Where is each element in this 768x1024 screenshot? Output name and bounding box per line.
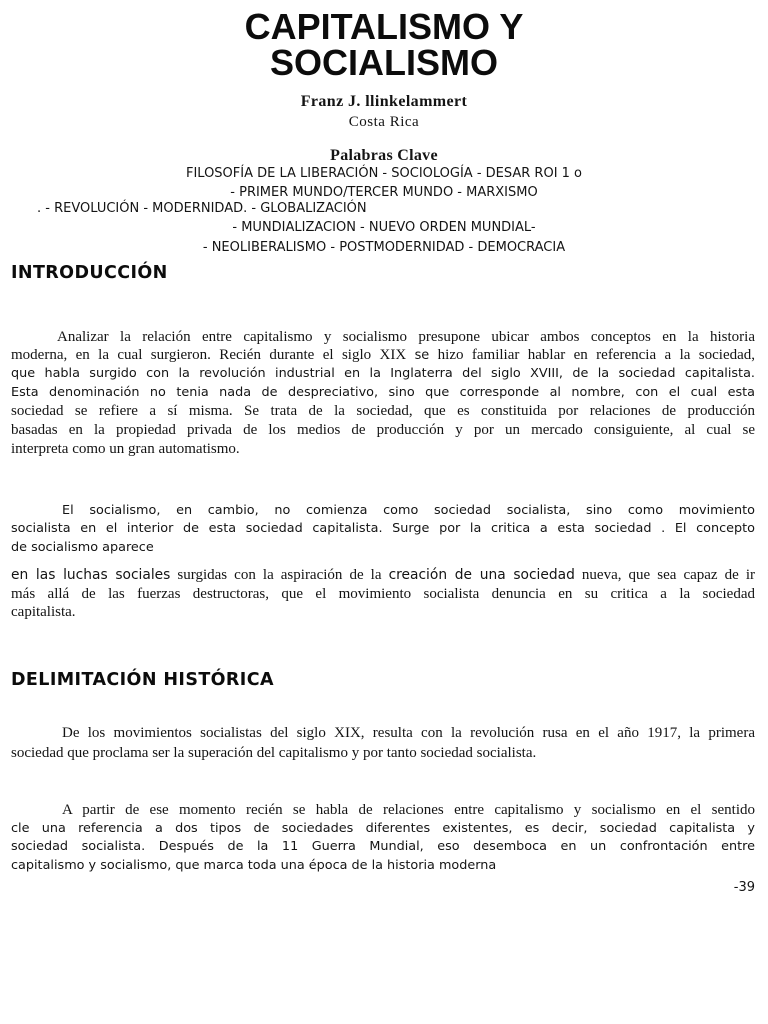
paragraph-line: [11, 346, 755, 364]
paragraph-line: sociedad que proclama ser la superación del capitalismo y por tanto sociedad socialista.: [11, 745, 537, 761]
title-line: SOCIALISMO: [269, 42, 498, 83]
keywords-line: - PRIMER MUNDO/TERCER MUNDO - MARXISMO: [230, 185, 538, 200]
text-run: en las luchas sociales: [11, 567, 171, 583]
paragraph-line: interpreta como un gran automatismo.: [11, 441, 240, 457]
author-name: Franz J. llinkelammert: [300, 93, 468, 110]
paragraph-line: más allá de las fuerzas destructoras, que el movimiento socialista denuncia en su critica a la sociedad: [11, 586, 755, 602]
paragraph-line: sociedad socialista. Después de la 11 Guerra Mundial, eso desemboca en un confrontación entre: [11, 839, 755, 854]
keywords-line: - MUNDIALIZACION - NUEVO ORDEN MUNDIAL-: [232, 220, 536, 235]
paragraph-line: que habla surgido con la revolución industrial en la Inglaterra del siglo XVIII, de la sociedad capitalista.: [11, 366, 755, 381]
text-run: hizo familiar hablar en referencia a la sociedad,: [437, 347, 756, 363]
author-location: Costa Rica: [348, 114, 420, 130]
paragraph-line: El socialismo, en cambio, no comienza como sociedad socialista, sino como movimiento: [62, 503, 755, 518]
section-heading: INTRODUCCIÓN: [11, 263, 168, 283]
paragraph-line: basadas en la propiedad privada de los medios de producción y por un mercado consiguiente, al cual se: [11, 422, 755, 438]
paragraph-line: Esta denominación no tenia nada de despreciativo, sino que corresponde al nombre, con el cual esta: [11, 385, 755, 400]
paragraph-line: cle una referencia a dos tipos de sociedades diferentes existentes, es decir, sociedad capitalista y: [11, 821, 755, 836]
page-number: -39: [733, 880, 755, 895]
keywords-heading: Palabras Clave: [330, 147, 438, 164]
paragraph-line: socialista en el interior de esta sociedad capitalista. Surge por la critica a esta sociedad . El concepto: [11, 521, 755, 536]
text-run: nueva, que sea capaz de ir: [581, 567, 756, 583]
text-run: creación de una sociedad: [388, 567, 575, 583]
section-heading: DELIMITACIÓN HISTÓRICA: [11, 670, 274, 690]
paragraph-line: capitalista.: [11, 604, 76, 620]
keywords-line: FILOSOFÍA DE LA LIBERACIÓN - SOCIOLOGÍA - DESAR ROI 1 o: [185, 166, 583, 181]
keywords-line: - NEOLIBERALISMO - POSTMODERNIDAD - DEMOCRACIA: [202, 240, 566, 255]
paragraph-line: capitalismo y socialismo, que marca toda una época de la historia moderna: [11, 858, 497, 873]
text-run: surgidas con la aspiración de la: [177, 567, 382, 583]
paragraph-line: sociedad se refiere a sí misma. Se trata de la sociedad, que es constituida por relaciones de producción: [11, 403, 755, 419]
text-run: moderna, en la cual surgieron. Recién durante el siglo XIX: [11, 347, 407, 363]
paragraph-line: A partir de ese momento recién se habla de relaciones entre capitalismo y socialismo en el sentido: [62, 802, 755, 818]
page-title: [0, 6, 768, 83]
title-line: CAPITALISMO Y: [244, 6, 524, 47]
paragraph-line: De los movimientos socialistas del siglo XIX, resulta con la revolución rusa en el año 1917, la primera: [62, 725, 755, 741]
paragraph-line: [11, 566, 755, 584]
paragraph-line: de socialismo aparece: [11, 540, 154, 555]
keywords-line: . - REVOLUCIÓN - MODERNIDAD. - GLOBALIZACIÓN: [37, 201, 367, 216]
text-run: se: [414, 348, 430, 363]
paragraph-line: Analizar la relación entre capitalismo y socialismo presupone ubicar ambos conceptos en la historia: [57, 329, 755, 345]
